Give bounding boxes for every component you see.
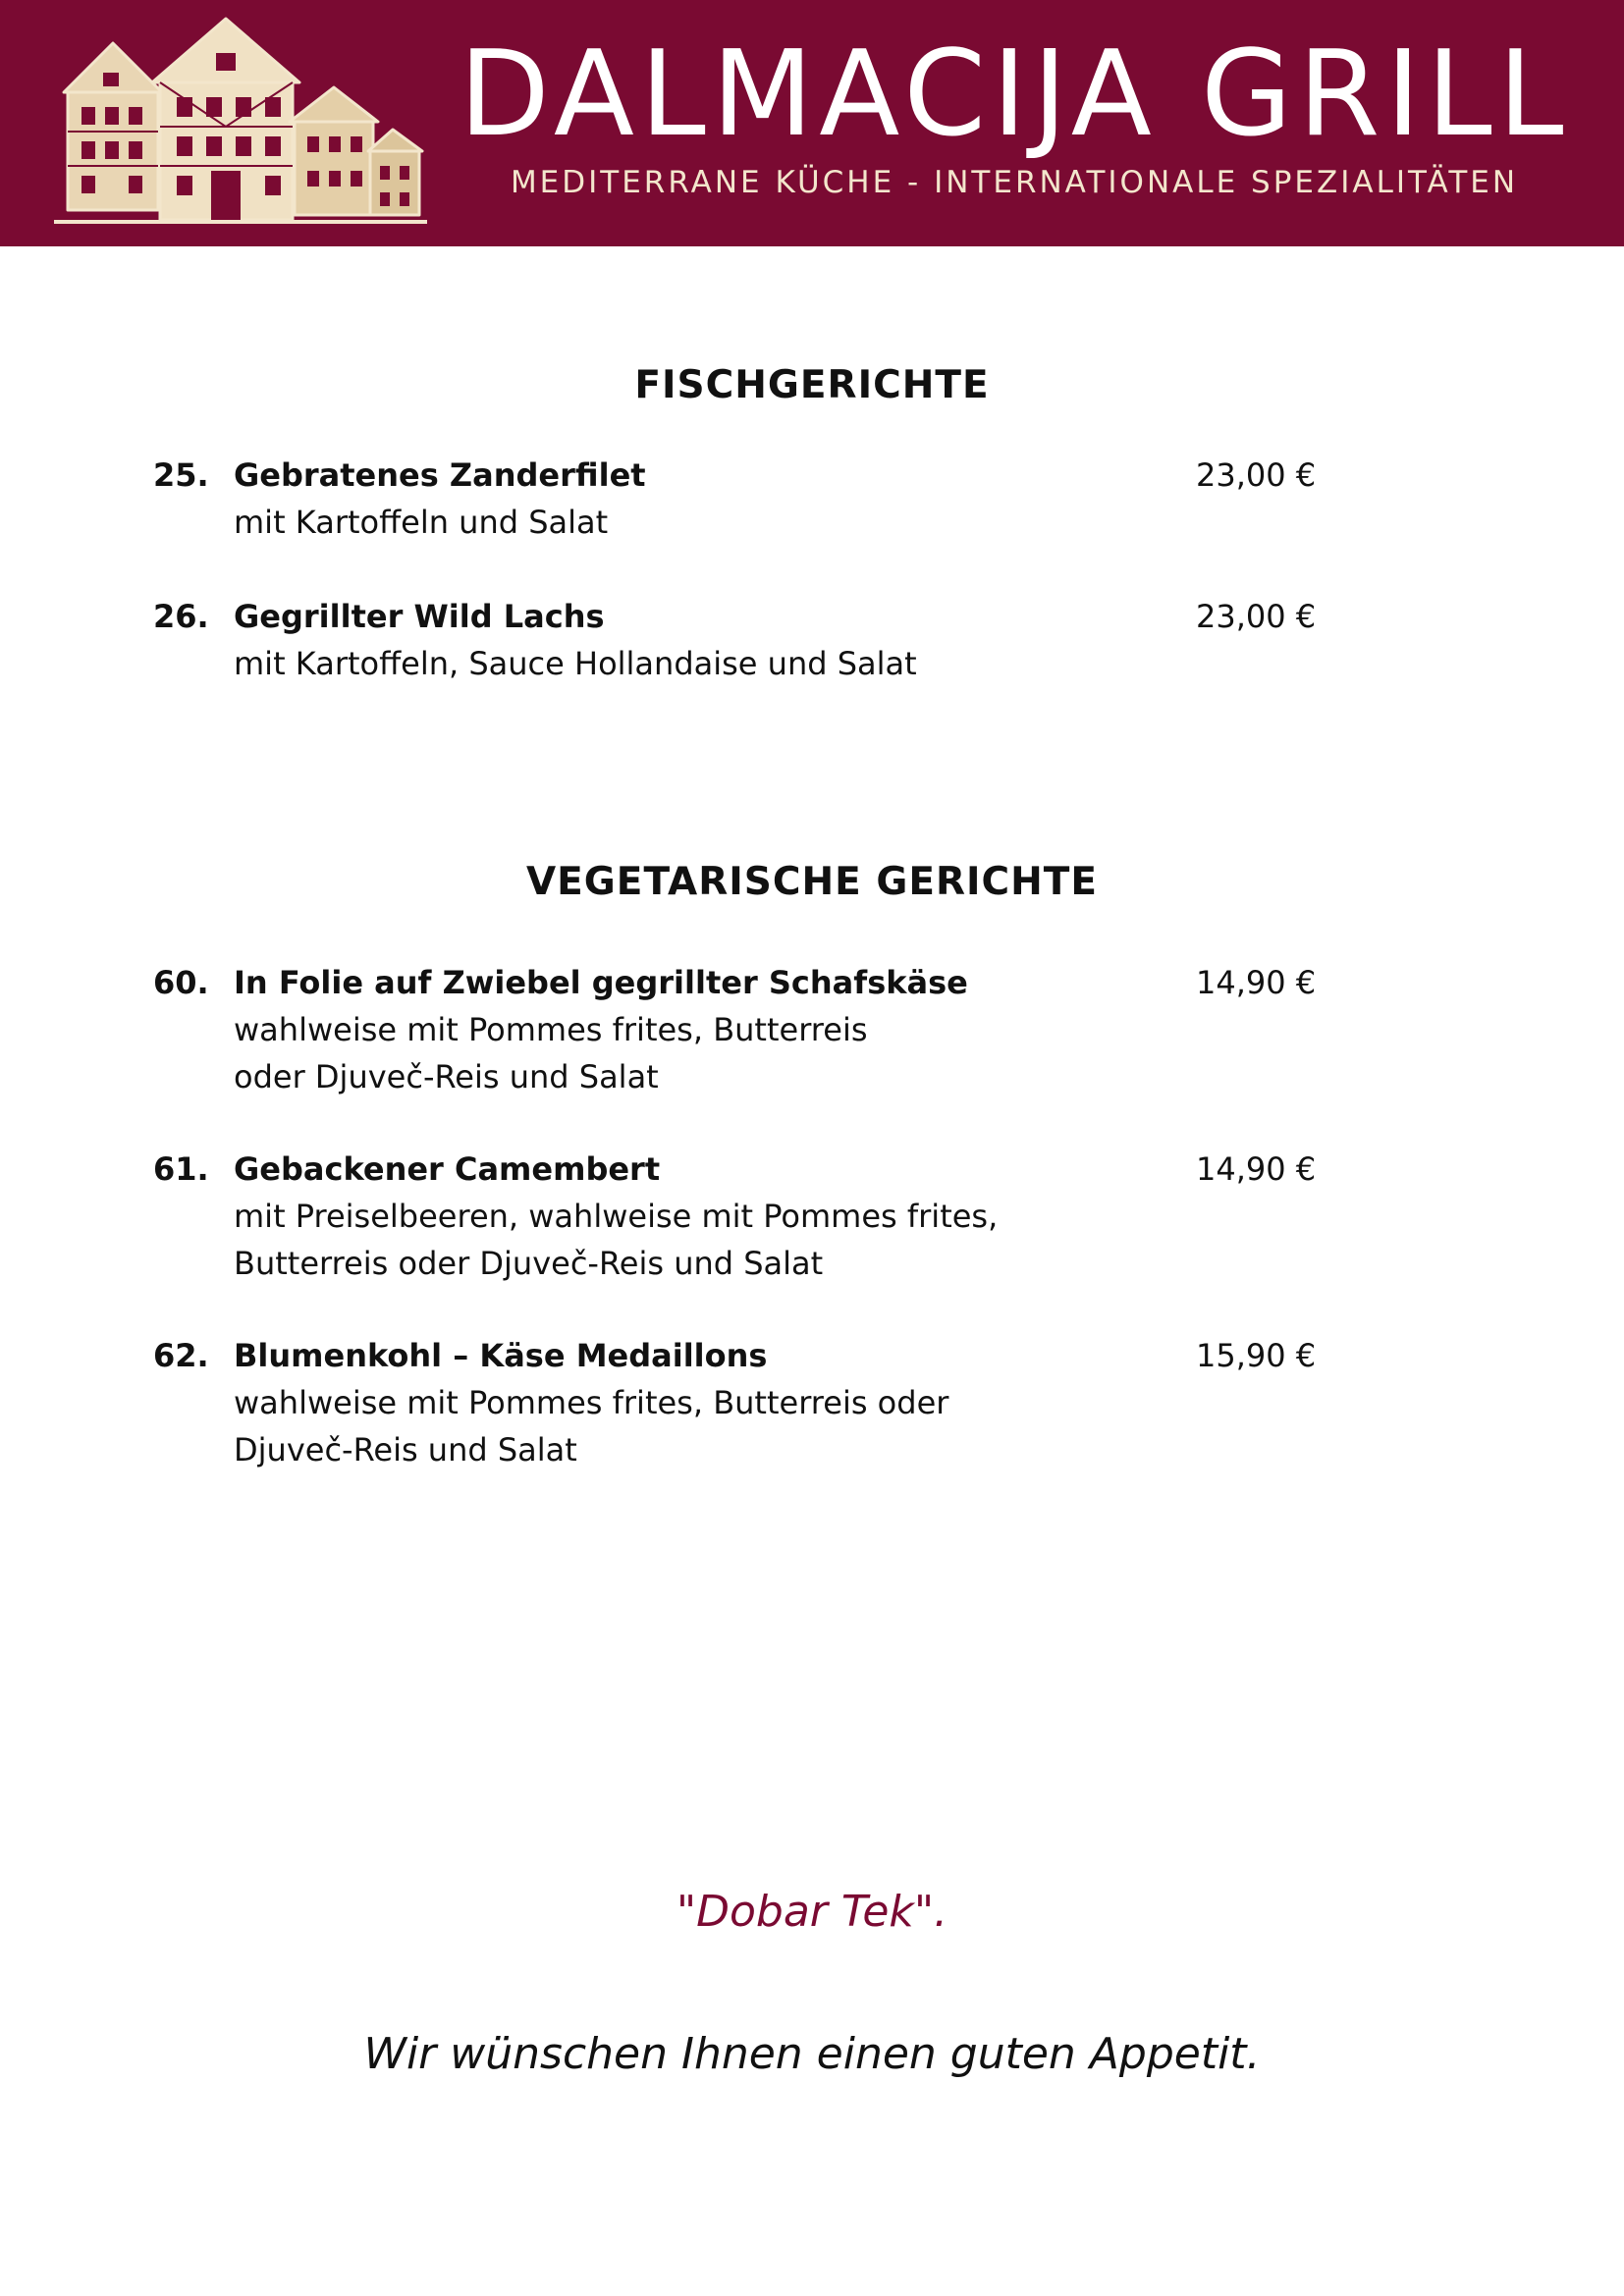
item-description: [234, 1379, 1117, 1473]
brand-subtitle: MEDITERRANE KÜCHE - INTERNATIONALE SPEZIALITÄTEN: [510, 165, 1519, 200]
header-banner: [0, 0, 1624, 246]
closing-message: Wir wünschen Ihnen einen guten Appetit.: [363, 2029, 1261, 2079]
item-name: Gebackener Camembert: [234, 1150, 661, 1188]
item-name: Gegrillter Wild Lachs: [234, 598, 605, 635]
item-description: [234, 1193, 1117, 1287]
item-description-line: wahlweise mit Pommes frites, Butterreis oder: [234, 1384, 949, 1421]
item-price: 23,00 €: [1196, 456, 1317, 494]
item-price: 14,90 €: [1196, 1150, 1317, 1188]
item-description-line: Djuveč-Reis und Salat: [234, 1431, 577, 1468]
item-price: 15,90 €: [1196, 1337, 1317, 1374]
item-name: Blumenkohl – Käse Medaillons: [234, 1337, 768, 1374]
item-price: 23,00 €: [1196, 598, 1317, 635]
item-price: 14,90 €: [1196, 964, 1317, 1001]
item-description-line: mit Preiselbeeren, wahlweise mit Pommes frites,: [234, 1198, 999, 1235]
item-name: In Folie auf Zwiebel gegrillter Schafskäse: [234, 964, 968, 1001]
item-name: Gebratenes Zanderfilet: [234, 456, 646, 494]
item-description-line: mit Kartoffeln und Salat: [234, 504, 609, 541]
item-description-line: Butterreis oder Djuveč-Reis und Salat: [234, 1245, 824, 1282]
item-description-line: oder Djuveč-Reis und Salat: [234, 1058, 659, 1095]
item-number: 60.: [153, 964, 209, 1001]
closing-tagline: "Dobar Tek".: [676, 1887, 948, 1937]
section-heading-vegetarische-gerichte: VEGETARISCHE GERICHTE: [525, 860, 1099, 904]
item-number: 25.: [153, 456, 209, 494]
item-number: 26.: [153, 598, 209, 635]
item-number: 61.: [153, 1150, 209, 1188]
item-description: [234, 499, 1117, 546]
item-description-line: mit Kartoffeln, Sauce Hollandaise und Salat: [234, 645, 917, 682]
half-timbered-houses-icon: [54, 14, 432, 232]
item-description: [234, 640, 1117, 687]
item-description: [234, 1006, 1117, 1100]
section-heading-fischgerichte: FISCHGERICHTE: [634, 363, 990, 407]
item-description-line: wahlweise mit Pommes frites, Butterreis: [234, 1011, 868, 1048]
brand-title: DALMACIJA GRILL: [459, 27, 1570, 163]
item-number: 62.: [153, 1337, 209, 1374]
